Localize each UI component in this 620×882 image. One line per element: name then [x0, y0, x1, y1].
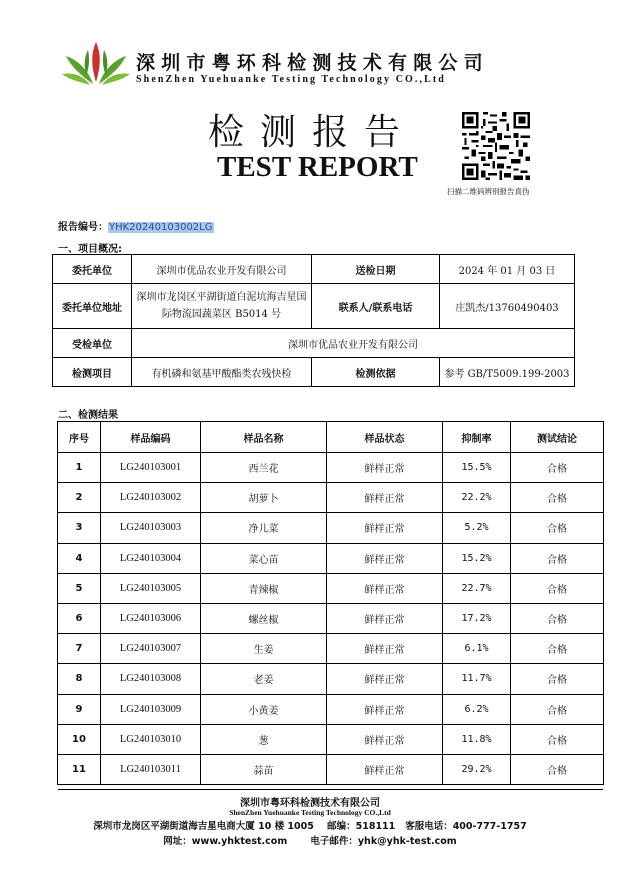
cell-no: 7	[58, 634, 101, 664]
cell-name: 老姜	[201, 664, 327, 694]
qr-code-icon	[462, 112, 530, 180]
cell-code: LG240103011	[101, 754, 201, 784]
section-project-heading: 一、项目概况:	[58, 244, 122, 255]
cell-rate: 22.7%	[443, 573, 511, 603]
cell-code: LG240103003	[101, 513, 201, 543]
cell-name: 小黄姜	[201, 694, 327, 724]
cell-result: 合格	[511, 634, 604, 664]
cell-state: 鲜样正常	[327, 724, 443, 754]
company-name-cn: 深圳市粤环科检测技术有限公司	[136, 52, 489, 74]
cell-no: 11	[58, 754, 101, 784]
cell-no: 1	[58, 453, 101, 483]
cell-code: LG240103004	[101, 543, 201, 573]
footer-company-en: ShenZhen Yuehuanke Testing Technology CO.,Ltd	[229, 808, 391, 817]
results-header-row	[58, 422, 604, 453]
cell-state: 鲜样正常	[327, 694, 443, 724]
item-value: 有机磷和氨基甲酸酯类农残快检	[132, 358, 312, 387]
column-header: 测试结论	[511, 422, 604, 453]
table-row	[58, 603, 604, 633]
column-header: 抑制率	[443, 422, 511, 453]
cell-rate: 17.2%	[443, 603, 511, 633]
report-title-cn: 检测报告	[208, 112, 417, 153]
cell-result: 合格	[511, 603, 604, 633]
cell-rate: 11.8%	[443, 724, 511, 754]
column-header: 样品状态	[327, 422, 443, 453]
cell-result: 合格	[511, 573, 604, 603]
item-label: 检测项目	[53, 358, 132, 387]
footer-divider	[58, 789, 603, 790]
client-label: 委托单位	[53, 255, 132, 284]
cell-no: 8	[58, 664, 101, 694]
table-row	[58, 483, 604, 513]
cell-name: 蒜苗	[201, 754, 327, 784]
cell-state: 鲜样正常	[327, 603, 443, 633]
cell-no: 2	[58, 483, 101, 513]
company-logo-icon	[62, 38, 130, 88]
cell-no: 10	[58, 724, 101, 754]
cell-name: 净儿菜	[201, 513, 327, 543]
cell-rate: 5.2%	[443, 513, 511, 543]
table-row	[58, 453, 604, 483]
qr-caption: 扫描二维码辨别报告真伪	[447, 187, 530, 196]
cell-state: 鲜样正常	[327, 513, 443, 543]
basis-label: 检测依据	[312, 358, 440, 387]
cell-code: LG240103006	[101, 603, 201, 633]
cell-rate: 22.2%	[443, 483, 511, 513]
footer-company-cn: 深圳市粤环科检测技术有限公司	[240, 798, 380, 809]
cell-rate: 6.2%	[443, 694, 511, 724]
cell-name: 葱	[201, 724, 327, 754]
cell-state: 鲜样正常	[327, 634, 443, 664]
report-number	[58, 218, 214, 233]
cell-no: 3	[58, 513, 101, 543]
cell-name: 胡萝卜	[201, 483, 327, 513]
cell-result: 合格	[511, 483, 604, 513]
cell-state: 鲜样正常	[327, 483, 443, 513]
cell-rate: 6.1%	[443, 634, 511, 664]
cell-result: 合格	[511, 513, 604, 543]
cell-code: LG240103008	[101, 664, 201, 694]
table-row	[58, 573, 604, 603]
client-value: 深圳市优品农业开发有限公司	[132, 255, 312, 284]
table-row	[58, 754, 604, 784]
cell-state: 鲜样正常	[327, 754, 443, 784]
inspected-label: 受检单位	[53, 329, 132, 358]
table-row	[58, 543, 604, 573]
contact-value: 庄凯杰/13760490403	[440, 284, 575, 329]
report-number-value: YHK20240103002LG	[109, 222, 213, 233]
table-row	[58, 664, 604, 694]
cell-rate: 11.7%	[443, 664, 511, 694]
cell-name: 螺丝椒	[201, 603, 327, 633]
date-label: 送检日期	[312, 255, 440, 284]
basis-value: 参考 GB/T5009.199-2003	[440, 358, 575, 387]
cell-result: 合格	[511, 754, 604, 784]
column-header: 序号	[58, 422, 101, 453]
cell-result: 合格	[511, 453, 604, 483]
cell-rate: 15.2%	[443, 543, 511, 573]
cell-code: LG240103007	[101, 634, 201, 664]
cell-result: 合格	[511, 694, 604, 724]
cell-rate: 29.2%	[443, 754, 511, 784]
cell-state: 鲜样正常	[327, 543, 443, 573]
cell-result: 合格	[511, 664, 604, 694]
company-name-en: ShenZhen Yuehuanke Testing Technology CO.,Ltd	[136, 74, 446, 85]
cell-name: 菜心苗	[201, 543, 327, 573]
table-row	[58, 634, 604, 664]
cell-code: LG240103009	[101, 694, 201, 724]
cell-state: 鲜样正常	[327, 453, 443, 483]
footer-contact: 网址：www.yhktest.com 电子邮件：yhk@yhk-test.com	[163, 836, 457, 847]
address-value: 深圳市龙岗区平湖街道白泥坑海吉星国际物流园蔬菜区 B5014 号	[132, 284, 312, 329]
contact-label: 联系人/联系电话	[312, 284, 440, 329]
column-header: 样品名称	[201, 422, 327, 453]
cell-no: 6	[58, 603, 101, 633]
report-title-en: TEST REPORT	[217, 151, 418, 183]
cell-result: 合格	[511, 543, 604, 573]
cell-state: 鲜样正常	[327, 664, 443, 694]
project-info-table	[52, 254, 575, 387]
cell-no: 4	[58, 543, 101, 573]
table-row	[58, 724, 604, 754]
cell-result: 合格	[511, 724, 604, 754]
inspected-value: 深圳市优品农业开发有限公司	[132, 329, 575, 358]
cell-code: LG240103010	[101, 724, 201, 754]
table-row	[58, 513, 604, 543]
section-results-heading: 二、检测结果	[58, 410, 118, 421]
cell-rate: 15.5%	[443, 453, 511, 483]
cell-name: 生姜	[201, 634, 327, 664]
footer-address: 深圳市龙岗区平湖街道海吉星电商大厦 10 楼 1005 邮编：518111 客服电话：400-777-1757	[93, 821, 527, 832]
date-value: 2024 年 01 月 03 日	[440, 255, 575, 284]
cell-state: 鲜样正常	[327, 573, 443, 603]
cell-code: LG240103002	[101, 483, 201, 513]
cell-code: LG240103005	[101, 573, 201, 603]
address-label: 委托单位地址	[53, 284, 132, 329]
column-header: 样品编码	[101, 422, 201, 453]
results-table	[57, 421, 604, 785]
cell-no: 9	[58, 694, 101, 724]
cell-name: 青辣椒	[201, 573, 327, 603]
table-row	[58, 694, 604, 724]
cell-no: 5	[58, 573, 101, 603]
cell-name: 西兰花	[201, 453, 327, 483]
report-number-label: 报告编号：	[58, 222, 108, 233]
cell-code: LG240103001	[101, 453, 201, 483]
